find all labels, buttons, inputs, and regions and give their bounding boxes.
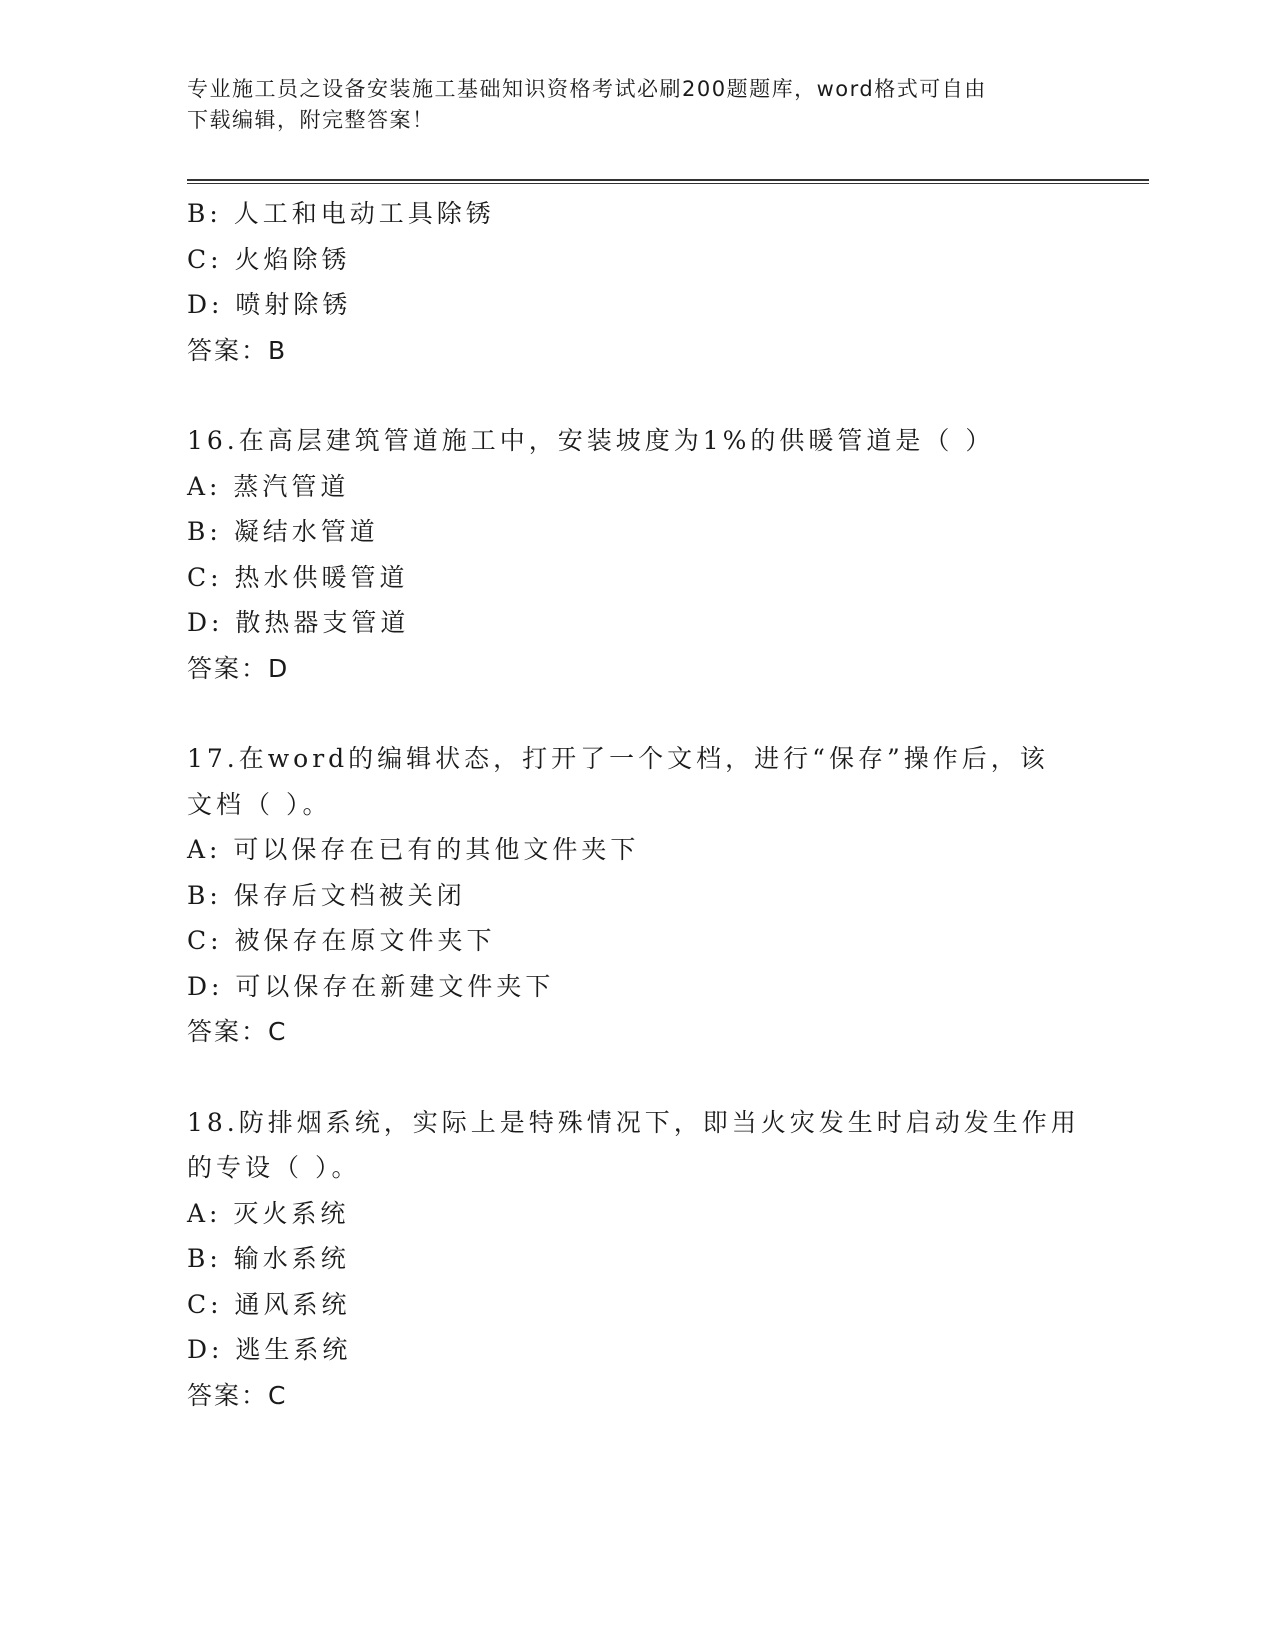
option-a: A: 蒸汽管道 [187,471,350,501]
spacer [187,1055,1107,1100]
question-16 [187,418,1107,691]
option-d: D: 散热器支管道 [187,608,410,637]
question-15 [187,191,1107,373]
option-b: B: 人工和电动工具除锈 [187,199,495,228]
question-stem-line-2: 的专设（ ）。 [187,1153,361,1182]
option-d: D: 逃生系统 [187,1335,352,1364]
document-header [187,74,1067,136]
option-b: B: 凝结水管道 [187,517,379,546]
option-c: C: 通风系统 [187,1289,351,1319]
header-line-2: 下载编辑，附完整答案！ [187,108,435,132]
header-divider [187,179,1149,184]
header-line-1: 专业施工员之设备安装施工基础知识资格考试必刷200题题库，word格式可自由 [187,77,987,101]
question-stem-line-1: 18.防排烟系统，实际上是特殊情况下，即当火灾发生时启动发生作用 [187,1107,1080,1137]
option-d: D: 可以保存在新建文件夹下 [187,971,555,1001]
option-c: C: 火焰除锈 [187,244,351,274]
answer: 答案：C [187,1380,288,1410]
question-18 [187,1100,1107,1419]
option-a: A: 灭火系统 [187,1198,350,1228]
option-a: A: 可以保存在已有的其他文件夹下 [187,835,640,864]
spacer [187,691,1107,736]
question-list [187,191,1107,1418]
question-stem: 16.在高层建筑管道施工中，安装坡度为1%的供暖管道是（ ） [187,426,995,455]
answer: 答案：C [187,1017,288,1046]
spacer [187,373,1107,418]
option-c: C: 被保存在原文件夹下 [187,926,496,955]
option-d: D: 喷射除锈 [187,290,352,319]
question-stem-line-1: 17.在word的编辑状态，打开了一个文档，进行“保存”操作后，该 [187,744,1049,773]
option-b: B: 输水系统 [187,1244,350,1273]
answer: 答案：D [187,653,290,683]
question-17 [187,736,1107,1055]
answer: 答案：B [187,335,288,365]
question-stem-line-2: 文档（ ）。 [187,789,332,819]
option-c: C: 热水供暖管道 [187,562,409,592]
option-b: B: 保存后文档被关闭 [187,880,466,910]
